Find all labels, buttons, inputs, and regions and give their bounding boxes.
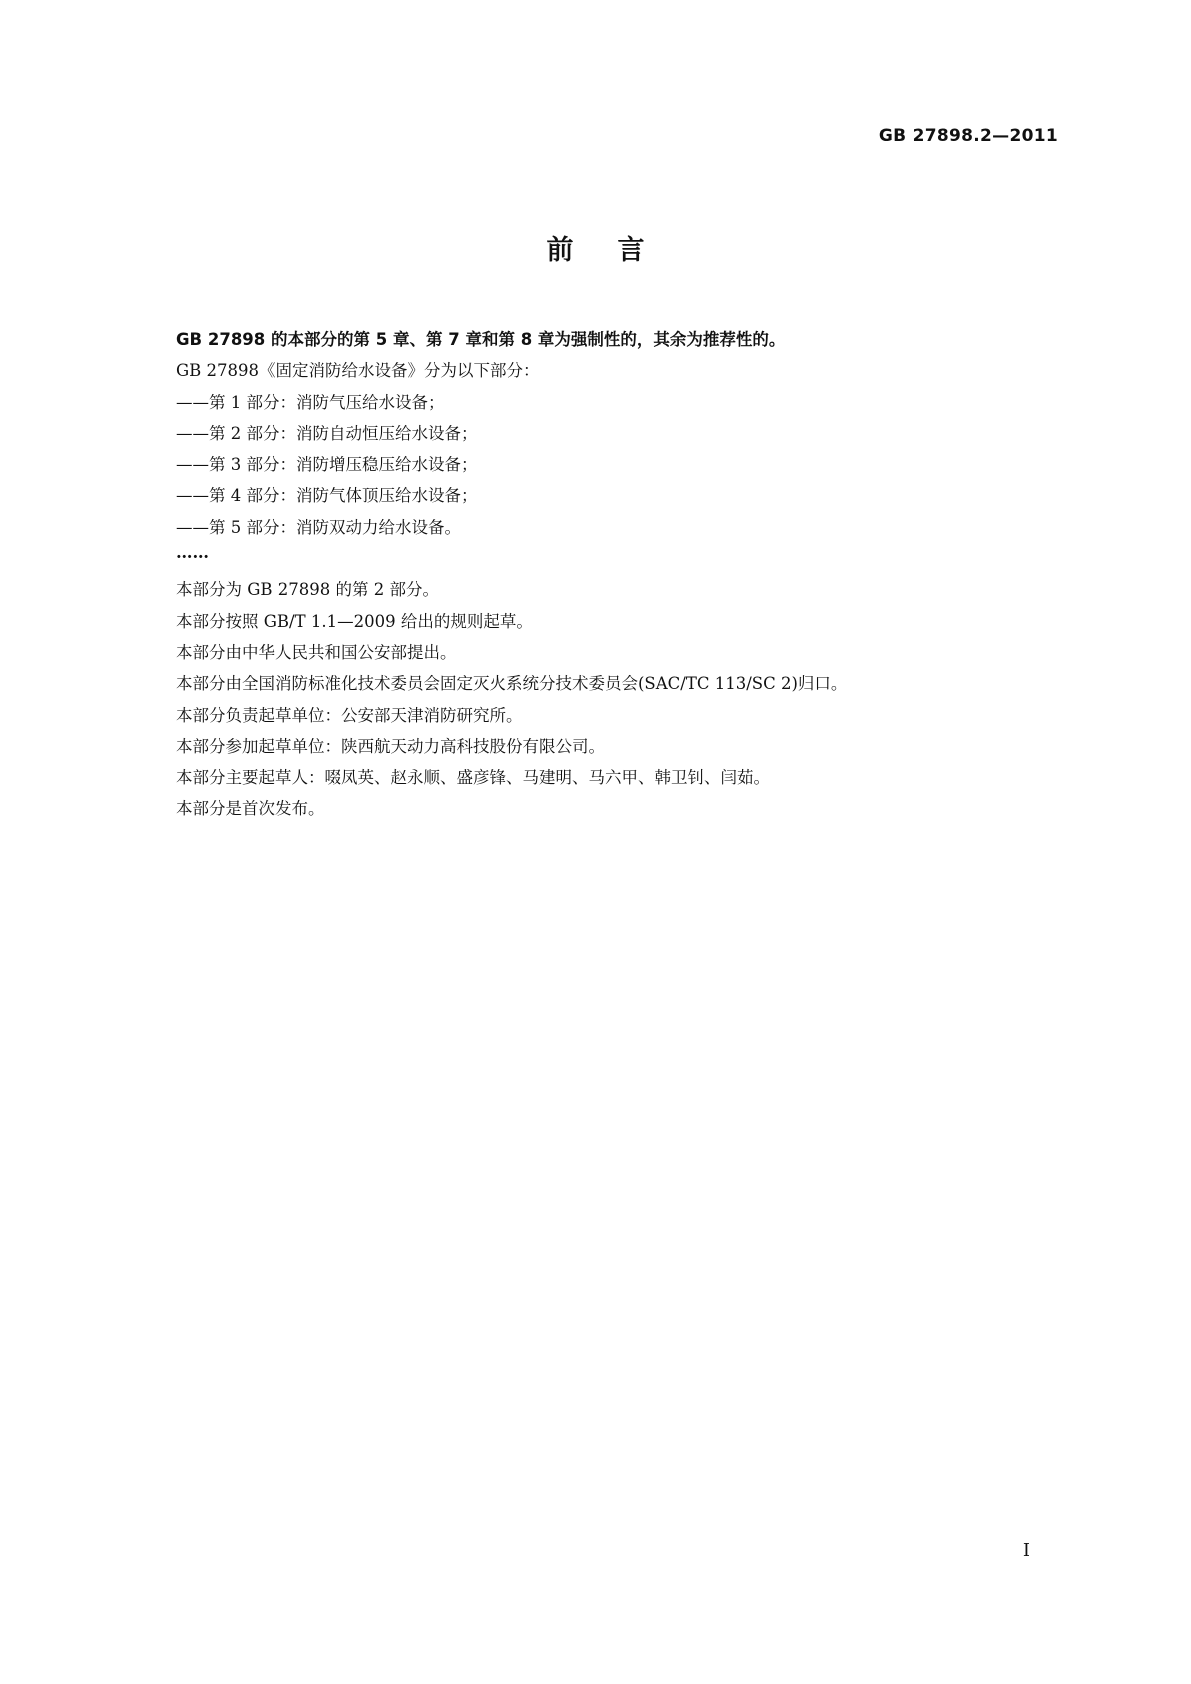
paragraph-first-release: 本部分是首次发布。: [176, 799, 325, 819]
ellipsis: ……: [176, 543, 209, 563]
standard-code: GB 27898.2—2011: [878, 126, 1058, 146]
paragraph-administered-by: 本部分由全国消防标准化技术委员会固定灭火系统分技术委员会(SAC/TC 113/SC 2)归口。: [176, 674, 848, 694]
paragraph-part-number: 本部分为 GB 27898 的第 2 部分。: [176, 580, 440, 600]
list-item-part-1: ——第 1 部分：消防气压给水设备；: [176, 392, 445, 412]
paragraph-responsible-unit: 本部分负责起草单位：公安部天津消防研究所。: [176, 705, 523, 725]
document-body: [176, 324, 1056, 825]
paragraph-mandatory-clauses: GB 27898 的本部分的第 5 章、第 7 章和第 8 章为强制性的，其余为推荐性的。: [176, 330, 786, 349]
paragraph-participating-unit: 本部分参加起草单位：陕西航天动力高科技股份有限公司。: [176, 736, 605, 756]
list-item-part-3: ——第 3 部分：消防增压稳压给水设备；: [176, 455, 478, 475]
paragraph-drafting-rules: 本部分按照 GB/T 1.1—2009 给出的规则起草。: [176, 611, 533, 631]
paragraph-drafters: 本部分主要起草人：啜凤英、赵永顺、盛彦锋、马建明、马六甲、韩卫钊、闫茹。: [176, 768, 770, 788]
list-item-part-2: ——第 2 部分：消防自动恒压给水设备；: [176, 423, 478, 443]
paragraph-parts-intro: GB 27898《固定消防给水设备》分为以下部分：: [176, 361, 540, 381]
page-number: I: [1022, 1540, 1030, 1561]
page-title: 前言: [546, 235, 689, 266]
list-item-part-4: ——第 4 部分：消防气体顶压给水设备；: [176, 486, 478, 506]
list-item-part-5: ——第 5 部分：消防双动力给水设备。: [176, 517, 461, 537]
paragraph-proposed-by: 本部分由中华人民共和国公安部提出。: [176, 642, 457, 662]
